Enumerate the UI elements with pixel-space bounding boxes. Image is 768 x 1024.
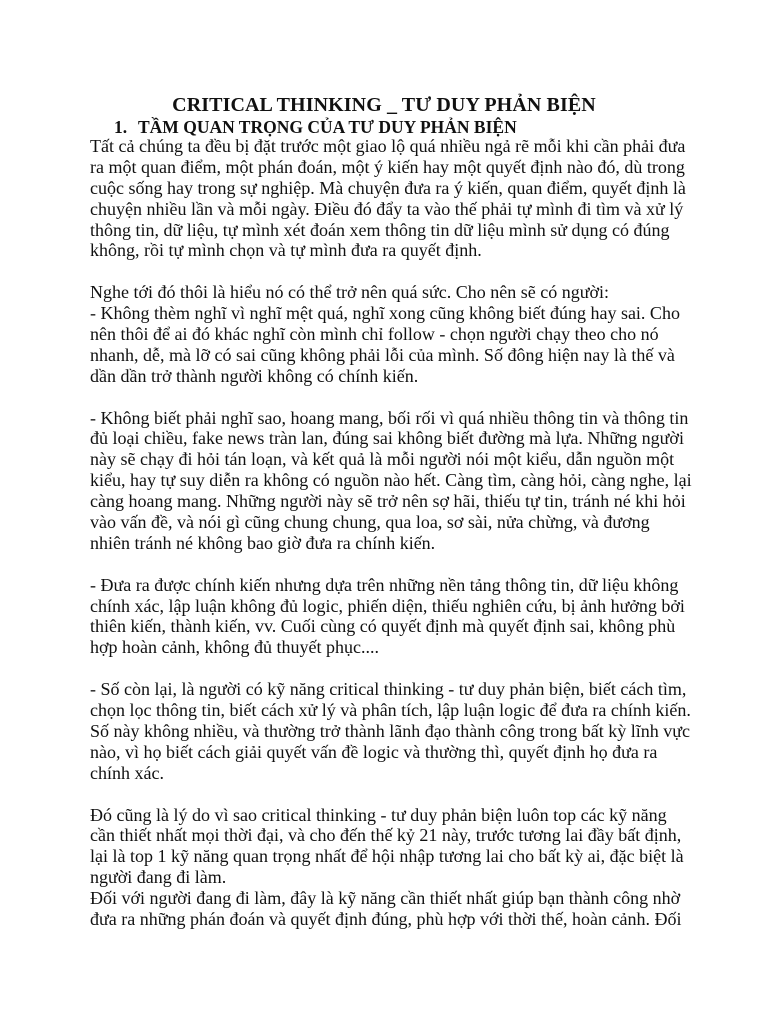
paragraph-gap [90,554,690,575]
text-line: lại là top 1 kỹ năng quan trọng nhất để hội nhập tương lai cho bất kỳ ai, đặc biệt là [90,846,684,867]
text-line: Đó cũng là lý do vì sao critical thinking - tư duy phản biện luôn top các kỹ năng [90,804,667,825]
text-line: chuyện nhiều lần và mỗi ngày. Điều đó đẩy ta vào thế phải tự mình đi tìm và xử lý [90,198,684,219]
document-body [90,136,690,930]
text-line: Tất cả chúng ta đều bị đặt trước một giao lộ quá nhiều ngả rẽ mỗi khi cần phải đưa [90,136,686,156]
text-line: người đang đi làm. [90,867,227,888]
paragraph-gap [90,784,690,805]
text-line: nhiên tránh né không bao giờ đưa ra chính kiến. [90,532,436,553]
paragraph [90,575,690,659]
text-line: Đối với người đang đi làm, đây là kỹ năng cần thiết nhất giúp bạn thành công nhờ [90,888,681,909]
text-line: hợp hoàn cảnh, không đủ thuyết phục.... [90,637,379,658]
paragraph-gap [90,658,690,679]
paragraph [90,136,690,261]
paragraph-gap [90,387,690,408]
text-line: nên thôi để ai đó khác nghĩ còn mình chỉ follow - chọn người chạy theo cho nó [90,324,659,345]
text-line: thiên kiến, thành kiến, vv. Cuối cùng có quyết định mà quyết định sai, không phù [90,616,676,637]
text-line: dần dần trở thành người không có chính kiến. [90,365,419,386]
text-line: cuộc sống hay trong sự nghiệp. Mà chuyện đưa ra ý kiến, quan điểm, quyết định là [90,177,686,198]
text-line: không, rồi tự mình chọn và tự mình đưa ra quyết định. [90,240,482,261]
text-line: chọn lọc thông tin, biết cách xử lý và phân tích, lập luận logic để đưa ra chính kiến. [90,700,691,721]
text-line: vào vấn đề, và nói gì cũng chung chung, qua loa, sơ sài, nửa chừng, và đương [90,512,650,533]
text-line: thông tin, dữ liệu, tự mình xét đoán xem thông tin dữ liệu mình sử dụng có đúng [90,219,670,240]
paragraph [90,408,690,554]
text-line: Nghe tới đó thôi là hiểu nó có thể trở nên quá sức. Cho nên sẽ có người: [90,282,609,303]
text-line: - Không thèm nghĩ vì nghĩ mệt quá, nghĩ xong cũng không biết đúng hay sai. Cho [90,303,680,324]
text-line: nào, vì họ biết cách giải quyết vấn đề logic và thường thì, quyết định họ đưa ra [90,741,658,762]
text-line: nhanh, dễ, mà lỡ có sai cũng không phải lỗi của mình. Số đông hiện nay là thế và [90,344,675,365]
section-heading-text: TẦM QUAN TRỌNG CỦA TƯ DUY PHẢN BIỆN [138,117,517,137]
text-line: - Số còn lại, là người có kỹ năng critical thinking - tư duy phản biện, biết cách tìm, [90,679,687,700]
text-line: - Đưa ra được chính kiến nhưng dựa trên những nền tảng thông tin, dữ liệu không [90,574,679,595]
section-number: 1. [114,117,128,137]
text-line: đủ loại chiều, fake news tràn lan, đúng sai không biết đường mà lựa. Những người [90,428,684,449]
text-line: kiểu, hay tự suy diễn ra không có nguồn nào hết. Càng tìm, càng hỏi, càng nghe, lại [90,470,692,491]
text-line: đưa ra những phán đoán và quyết định đúng, phù hợp với thời thế, hoàn cảnh. Đối [90,908,682,929]
text-line: - Không biết phải nghĩ sao, hoang mang, bối rối vì quá nhiều thông tin và thông tin [90,407,689,428]
text-line: càng hoang mang. Những người này sẽ trở nên sợ hãi, thiếu tự tin, tránh né khi hỏi [90,491,686,512]
text-line: chính xác, lập luận không đủ logic, phiến diện, thiếu nghiên cứu, bị ảnh hưởng bởi [90,595,685,616]
paragraph [90,282,690,386]
text-line: cần thiết nhất mọi thời đại, và cho đến thế kỷ 21 này, trước tương lai đầy bất định, [90,825,682,846]
text-line: ra một quan điểm, một phán đoán, một ý kiến hay một quyết định nào đó, dù trong [90,156,685,177]
paragraph [90,679,690,783]
text-line: chính xác. [90,762,164,783]
paragraph-gap [90,261,690,282]
text-line: Số này không nhiều, và thường trở thành lãnh đạo thành công trong bất kỳ lĩnh vực [90,720,690,741]
paragraph [90,805,690,930]
document-title: CRITICAL THINKING _ TƯ DUY PHẢN BIỆN [172,94,596,116]
section-heading [114,117,517,137]
text-line: này sẽ chạy đi hỏi tán loạn, và kết quả là mỗi người nói một kiểu, dẫn nguồn một [90,449,675,470]
